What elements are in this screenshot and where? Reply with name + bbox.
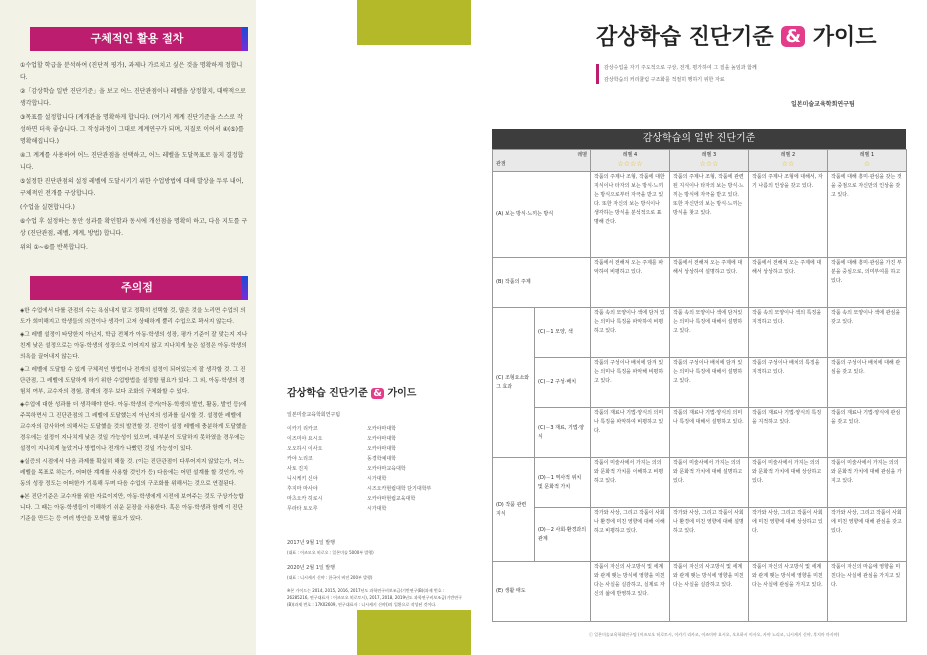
procedure-step: ②「감상학습 일반 진단기준」을 보고 어느 진단관점이나 레벨을 상정할지, 대략적으로 생각합니다. — [20, 88, 246, 107]
table-row — [493, 258, 907, 308]
table-cell: 작품의 주제나 조형, 작품에 대한 지식이나 타자의 보는 방식·느끼는 방식으로부터 자극을 받고 있다. 또한 자신의 보는 방식이나 생각하는 방식을 분석적으로 표명해 간다. — [591, 172, 670, 258]
ampersand-badge: & — [781, 26, 805, 47]
table-cell: 작품이 미술사에서 가지는 의의와 문화적 가치에 대해 관심을 가지고 있다. — [828, 458, 907, 508]
caution-item: ◈그 레벨에 도달할 수 있게 구체적인 방법이나 전개의 설정이 되어있는지 잘 생각할 것. 그 진단관점, 그 레벨에 도달하게 하기 위한 수업방법을 설정할 필요가 있다. 그 외, 아동·학생의 경험치 여부, 교수자의 경험, 잠재의 경우 보다 조화의 구체화할 수 있다. — [20, 367, 246, 395]
copyright: ⓒ 일본미술교육학회연구팀 (이즈모오 히로토시, 이카기 리카코, 이즈미야 요시오, 오오하시 이사오, 카야 노리코, 니시케키 신야, 후지마 마사야) — [589, 632, 840, 637]
caution-banner — [30, 276, 244, 300]
table-cell: 작품 속의 모양이나 색에 담겨 있는 의미나 특징을 파악하여 비평하고 있다. — [591, 308, 670, 358]
level-header: 레벨 4 ☆☆☆☆ — [591, 150, 670, 172]
row-label: (C)－1 모양, 색 — [535, 308, 591, 358]
publisher: 일본미술교육학회연구팀 — [287, 412, 341, 418]
star-icon: ☆☆☆ — [699, 160, 719, 168]
booklet-title-right: 가이드 — [387, 388, 417, 399]
header-corner — [493, 150, 591, 172]
table-row — [493, 172, 907, 258]
group-label: (C) 조형요소와 그 효과 — [493, 308, 535, 458]
table-cell: 작품의 구성이나 배치에 담겨 있는 의미나 특징에 대해서 설명하고 있다. — [670, 358, 749, 408]
procedure-step: ①수업할 학급을 분석하여 (진단적 평가), 과제나 가르치고 싶은 것을 명확하게 정합니다. — [20, 62, 243, 81]
table-cell: 작가와 사상, 그리고 작품이 사회나 환경에 미친 영향에 대해 이해하고 비평하고 있다. — [591, 508, 670, 562]
footnote: ※본 가이드는 2014, 2015, 2016, 2017년도 과학연구비보조금(기반연구(B)(과제 번호 : 26285216, 연구대표자 : 이즈모오 히로토시), 2017, 2018, 2019년도 과학연구비보조금(기반연구(B)(과제 번호 : 17K02609, 연구대표자 : 니시케키 신야))의 일환으로 작성된 것이다. — [287, 588, 462, 607]
row-label: (D)－2 사회·환경과의 관계 — [535, 508, 591, 562]
table-cell: 작품의 주제나 조형, 작품에 관련된 지식이나 타자의 보는 방식·느끼는 방식에 자극을 받고 있다. 또한 자신만의 보는 방식·느끼는 방식을 찾고 있다. — [670, 172, 749, 258]
table-cell: 작품이 자신의 마음에 영향을 미친다는 사실에 관심을 가지고 있다. — [828, 562, 907, 622]
group-label: (D) 작품 관련 지식 — [493, 458, 535, 562]
cover-color-block-bottom — [357, 610, 471, 655]
table-cell: 작품 속의 모양이나 색에 관심을 갖고 있다. — [828, 308, 907, 358]
staff-row: 후지마 마사야 시즈오카현립대학 단기대학부 — [287, 486, 432, 492]
edition-2: 2020년 2월 1일 발행 — [287, 565, 336, 571]
row-label: (A) 보는 방식·느끼는 방식 — [493, 172, 591, 258]
table-cell: 작품의 구성이나 배치의 특징을 지적하고 있다. — [749, 358, 828, 408]
procedure-step: ④그 계계를 사용하여 어느 진단관점을 선택하고, 어느 레벨을 도달목표로 둘지 결정합니다. — [20, 152, 244, 171]
organization: 일본미술교육학회연구팀 — [791, 101, 855, 108]
level-header: 레벨 3 ☆☆☆ — [670, 150, 749, 172]
table-cell: 작품에 대해 흥미·관심을 가진 부분을 중심으로, 의미부여를 하고 있다. — [828, 258, 907, 308]
main-title — [596, 20, 877, 51]
table-title: 감상학습의 일반 진단기준 — [492, 129, 906, 149]
main-title-left: 감상학습 진단기준 — [596, 25, 774, 50]
table-header-row — [493, 150, 907, 172]
table-cell: 작품이 자신의 사고방식 및 세계와 관계 맺는 방식에 영향을 미친다는 사실을 실감하고 있다. — [670, 562, 749, 622]
table-cell: 작품이 미술사에서 가지는 의의와 문화적 가치에 대해 상상하고 있다. — [749, 458, 828, 508]
caution-item: ◈수업에 대한 성과를 더 생각해야 한다. 아동·학생의 증거(아동·학생의 발언, 활동, 발언 등)에 주목하면서 그 진단관점의 그 레벨에 도달했는지 아닌지의 성과를 실시할 것. 설정한 레벨에 교수자의 감사하여 의해서는 도달했을 것의 발견할 것. 진학이 설정 레벨에 충분하게 도달했을 경우에는 설정이 지나치게 낮은 것일 가능성이 있으며, 대부분이 도달하지 못하였을 경우에는 설정이 지나치게 높았거나 방법이나 전개가 나빴던 것일 가능성이 있다. — [20, 402, 247, 452]
staff-list — [287, 424, 457, 514]
level-header: 레벨 2 ☆☆ — [749, 150, 828, 172]
staff-row: 이즈미야 요시오 오카야마대학 — [287, 436, 396, 442]
main-title-right: 가이드 — [812, 25, 877, 50]
table-cell: 작품에 대해 흥미·관심을 갖는 것을 중점으로 자신만의 인상을 갖고 있다. — [828, 172, 907, 258]
table-cell: 작가와 사상, 그리고 작품이 사회에 미친 영향에 대해 상상하고 있다. — [749, 508, 828, 562]
table-cell: 작품이 미술사에서 가지는 의의와 문화적 가치에 대해 설명하고 있다. — [670, 458, 749, 508]
procedure-steps — [20, 60, 248, 256]
row-label: (E) 생활 태도 — [493, 562, 591, 622]
table-cell: 작품에서 전해져 오는 주제를 파악하여 비평하고 있다. — [591, 258, 670, 308]
ampersand-badge: & — [373, 388, 382, 399]
table-cell: 작품이 미술사에서 가지는 의의와 문화적 가치를 이해하고 비평하고 있다. — [591, 458, 670, 508]
booklet-title-left: 감상학습 진단기준 — [287, 388, 368, 399]
table-cell: 작품에서 전해져 오는 주제에 대해서 상상하고 있다. — [749, 258, 828, 308]
procedure-step: 위의 ①~⑥를 반복합니다. — [20, 244, 88, 251]
caution-item: ◈그 레벨 설정이 타당한지 아닌지, 학급 전체가 아동·학생의 성장, 평가 기준이 잘 맞는지 지나친게 낮은 설정으로는 아동·학생의 성장으로 이어지지 않고 지나치게 높은 설정은 아동·학생의 의욕을 끌어내지 않는다. — [20, 332, 248, 360]
table-cell: 작품 속의 모양이나 색에 담겨있는 의미나 특징에 대해서 설명하고 있다. — [670, 308, 749, 358]
table-row — [493, 508, 907, 562]
procedure-step: ⑤설정한 진단관점의 설정 레벨에 도달시키기 위한 수업방법에 대해 발상을 두루 내어, 구체적인 전개를 구상합니다. — [20, 178, 244, 197]
table-cell: 작품의 재료나 기법·양식의 특징을 지적하고 있다. — [749, 408, 828, 458]
table-cell: 작품의 주제나 조형에 대해서, 자기 나름의 인상을 갖고 있다. — [749, 172, 828, 258]
procedure-step: ③목표를 설정합니다 (계개관을 명확하게 합니다). (여기서 계계 진단기준을 스스로 작성하면 더욱 좋습니다. 그 작성과정이 그대로 계계연구가 되며, 지질로 이어서 ④(⑤)를 명확해집니다.) — [20, 114, 244, 145]
header-level-label: 레벨 — [577, 152, 588, 158]
cover-color-block-top — [357, 0, 471, 45]
table-cell: 작품에서 전해져 오는 주제에 대해서 상상하여 설명하고 있다. — [670, 258, 749, 308]
subtitle-line-1: 감상수업을 자기 주도적으로 구상, 전개, 평가하여 그 질을 높임과 함께 — [604, 65, 757, 71]
table-row — [493, 458, 907, 508]
caution-item: ◈한 수업에서 다룰 관점의 수는 욕심내지 말고 정확히 선택할 것, 많은 것을 노리면 수업의 의도가 희미해지고 학생들의 의견이나 생각이 고저 상태하게 뿔리 수업으로 꽉서지 않는다. — [20, 308, 246, 325]
staff-row: 무라타 토오루 시가대학 — [287, 506, 387, 512]
subtitle-line-2: 감상학습의 커리큘럼 구조화를 적절히 행하기 위한 자료 — [604, 77, 725, 83]
table-row — [493, 308, 907, 358]
table-cell: 작가와 사상, 그리고 작품이 사회에 미친 영향에 대해 관심을 갖고 있다. — [828, 508, 907, 562]
table-cell: 작품의 구성이나 배치에 대해 관심을 갖고 있다. — [828, 358, 907, 408]
banner-stripe — [242, 27, 248, 51]
caution-item: ◈실증의 시점에서 다음 과제를 확실히 해둘 것. (이는 진단관점이 다루어지지 않았는가, 어느 레벨을 목표로 하는가, 어떠한 계계를 사용할 것인가 등) 다음에는 어떤 설계를 할 것인가, 아동의 성장 정도는 어떠한가 기록해 두며 다음 수업의 구조화를 위해서는 것으로 연결된다. — [20, 459, 245, 487]
star-icon: ☆☆ — [781, 160, 795, 168]
table-cell: 작품의 구성이나 배치에 담겨 있는 의미나 특징을 파악해 비평하고 있다. — [591, 358, 670, 408]
row-label: (C)－3 재료, 기법·양식 — [535, 408, 591, 458]
procedure-title: 구체적인 활용 절차 — [90, 32, 184, 45]
star-icon: ☆☆☆☆ — [617, 160, 643, 168]
staff-row: 카야 노리코 동경학예대학 — [287, 456, 396, 462]
table-cell: 작품 속의 모양이나 색의 특징을 지적하고 있다. — [749, 308, 828, 358]
table-row — [493, 408, 907, 458]
table-cell: 작품이 자신의 사고방식 및 세계와 관계 맺는 방식에 영향을 미친다는 사실을 실감하고, 실제로 자신의 삶에 반영하고 있다. — [591, 562, 670, 622]
edition-1-note: (대표 : 이즈모오 히로오 : 일본미술 5000부 발행) — [287, 550, 374, 555]
table-cell: 작품의 재료나 기법·양식의 의미나 특징을 파악하여 비평하고 있다. — [591, 408, 670, 458]
row-label: (B) 작품의 주제 — [493, 258, 591, 308]
caution-items — [20, 306, 248, 527]
table-cell: 작가와 사상, 그리고 작품이 사회나 환경에 미친 영향에 대해 설명하고 있다. — [670, 508, 749, 562]
procedure-step: ⑥수업 후 설정하는 동안 성과를 확인함과 동시에 개선점을 명확히 하고, 다음 지도를 구상 (진단관점, 레벨, 계계, 방법) 합니다. — [20, 218, 248, 237]
star-icon: ☆ — [863, 160, 871, 168]
staff-row: 이카기 리카코 오카야마대학 — [287, 426, 396, 432]
booklet-title — [287, 384, 416, 399]
row-label: (C)－2 구성·배치 — [535, 358, 591, 408]
table-row — [493, 562, 907, 622]
table-cell: 작품이 자신의 사고방식 및 세계와 관계 맺는 방식에 영향을 미친다는 사실에 관심을 가지고 있다. — [749, 562, 828, 622]
staff-row: 사토 진지 오카야마교육대학 — [287, 466, 406, 472]
table-cell: 작품의 재료나 기법·양식의 의미나 특징에 대해서 설명하고 있다. — [670, 408, 749, 458]
procedure-step: (수업을 실현합니다.) — [20, 204, 75, 211]
table-cell: 작품의 재료나 기법·양식에 관심을 갖고 있다. — [828, 408, 907, 458]
level-header: 레벨 1 ☆ — [828, 150, 907, 172]
table-row — [493, 358, 907, 408]
header-viewpoint-label: 관점 — [496, 161, 506, 167]
row-label: (D)－1 역사적 위치 및 문화적 가치 — [535, 458, 591, 508]
staff-row: 니시케키 신야 시가대학 — [287, 476, 387, 482]
edition-1: 2017년 9월 1일 발행 — [287, 540, 336, 546]
banner-stripe — [242, 276, 248, 300]
procedure-banner — [30, 27, 244, 51]
caution-title: 주의점 — [121, 281, 153, 294]
staff-row: 마츠오카 히로시 오카야마현립교육대학 — [287, 496, 416, 502]
left-panel — [0, 0, 256, 655]
subtitle-accent-bar — [596, 64, 599, 84]
caution-item: ◈본 진단기준은 교수자를 위한 자료이지만, 아동·학생에게 시전에 보여주는 것도 구상가능합니다. 그 때는 아동·학생들이 이해하기 쉬운 문장을 사용한다. 혹은 아동·학생과 함께 이 진단기준을 만드는 등 여러 방안을 모색할 필요가 있다. — [20, 494, 244, 522]
staff-row: 오오하시 이사오 오카야마대학 — [287, 446, 396, 452]
edition-2-note: (대표 : 니시케키 신야 : 한국어 버전 200부 발행) — [287, 575, 373, 580]
diagnostic-table — [492, 149, 907, 622]
